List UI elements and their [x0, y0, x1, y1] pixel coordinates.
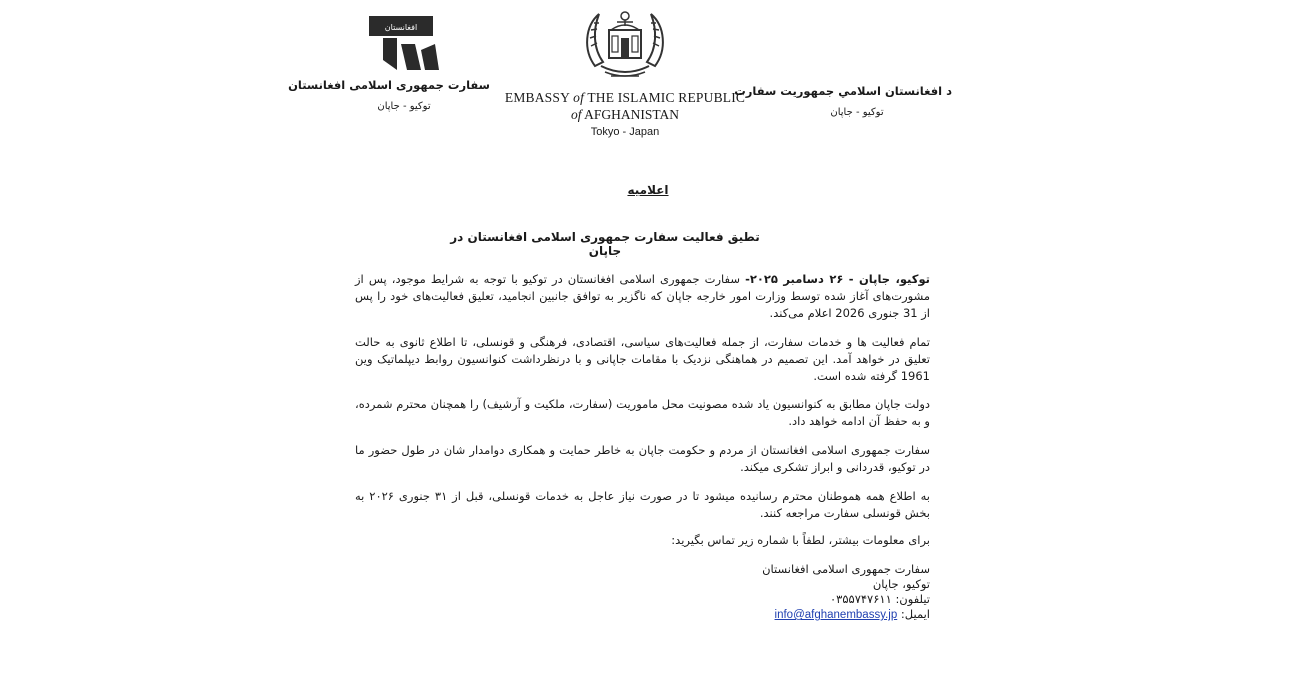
en-line1-part-b: THE ISLAMIC REPUBLIC — [584, 90, 746, 105]
embassy-logo-icon — [363, 14, 445, 74]
contact-city: توکیو، جاپان — [872, 577, 930, 591]
contact-name: سفارت جمهوری اسلامی افغانستان — [762, 562, 930, 576]
header-center — [500, 6, 750, 138]
header-right-city: توکيو - جاپان — [830, 107, 884, 118]
paragraph-5: به اطلاع همه هموطنان محترم رسانیده میشود تا در صورت نیاز عاجل به خدمات قونسلی، قبل از ۳۱ جنوری ۲۰۲۶ به بخش قونسلی سفارت مراجعه کنند. — [355, 489, 930, 520]
paragraph-3: دولت جاپان مطابق به کنوانسیون یاد شده مصونیت محل ماموریت (سفارت، ملکیت و آرشیف) را همچنان محترم شمرده، و به حفظ آن ادامه خواهد داد. — [355, 397, 930, 428]
email-link[interactable]: info@afghanembassy.jp — [774, 609, 898, 621]
header-left-name: سفارت جمهوری اسلامی افغانستان — [288, 78, 490, 92]
embassy-english-line1 — [500, 90, 750, 106]
contact-phone-row — [600, 592, 930, 607]
embassy-english-city: Tokyo - Japan — [590, 126, 660, 138]
phone-label: تیلفون: — [895, 592, 930, 606]
en-line1-part-a: EMBASSY — [504, 90, 574, 105]
contact-block — [600, 562, 930, 623]
en-line2-part-b: AFGHANISTAN — [581, 107, 680, 122]
document-subject: تطیق فعالیت سفارت جمهوری اسلامی افغانستان در جاپان — [450, 230, 760, 258]
paragraph-4: سفارت جمهوری اسلامی افغانستان از مردم و حکومت جاپان به خاطر حمایت و همکاری دوامدار شان در طول حضور ما در توکیو، قدردانی و ابراز تشکری میکند. — [355, 443, 930, 474]
document-title: اعلامیه — [627, 183, 669, 197]
header-left — [288, 14, 490, 112]
header-right-name: د افغانستان اسلامي جمهوريت سفارت — [734, 84, 952, 98]
contact-email-row — [600, 607, 930, 623]
header-left-city: توکیو - جاپان — [377, 101, 431, 112]
embassy-english-line2 — [500, 107, 750, 123]
en-line1-of: of — [573, 90, 585, 105]
paragraph-1-text: سفارت جمهوری اسلامی افغانستان در توکیو با توجه به شرایط موجود، پس از مشورت‌های آغاز شده توسط وزارت امور خارجه جاپان که ناگزیر به توافق جانبین انجامید، تعلیق فعالیت‌های خود را پس از 31 جنوری 2026 اعلام می‌کند. — [355, 272, 930, 320]
national-emblem-icon — [581, 6, 669, 82]
paragraph-1 — [355, 271, 930, 322]
en-line2-of: of — [570, 107, 582, 122]
paragraph-6: برای معلومات بیشتر، لطفاً با شماره زیر تماس بگیرید: — [671, 533, 930, 547]
logo-lettering: افغانستان — [384, 23, 418, 32]
phone-number: ۰۳۵۵۷۴۷۶۱۱ — [830, 592, 892, 606]
paragraph-2: تمام فعالیت ها و خدمات سفارت، از جمله فعالیت‌های سیاسی، اقتصادی، فرهنگی و قونسلی، تا اطلاع ثانوی به حالت تعلیق در خواهد آمد. این تصمیم در هماهنگی نزدیک با مقامات جاپانی و با درنظرداشت کنوانسیون روابط دیپلماتیک وین 1961 گرفته شده است. — [355, 335, 930, 383]
paragraph-1-dateline: توکیو، جاپان - ۲۶ دسامبر ۲۰۲۵- — [745, 272, 930, 286]
email-label: ایمیل: — [900, 607, 930, 621]
header-right — [734, 84, 952, 118]
